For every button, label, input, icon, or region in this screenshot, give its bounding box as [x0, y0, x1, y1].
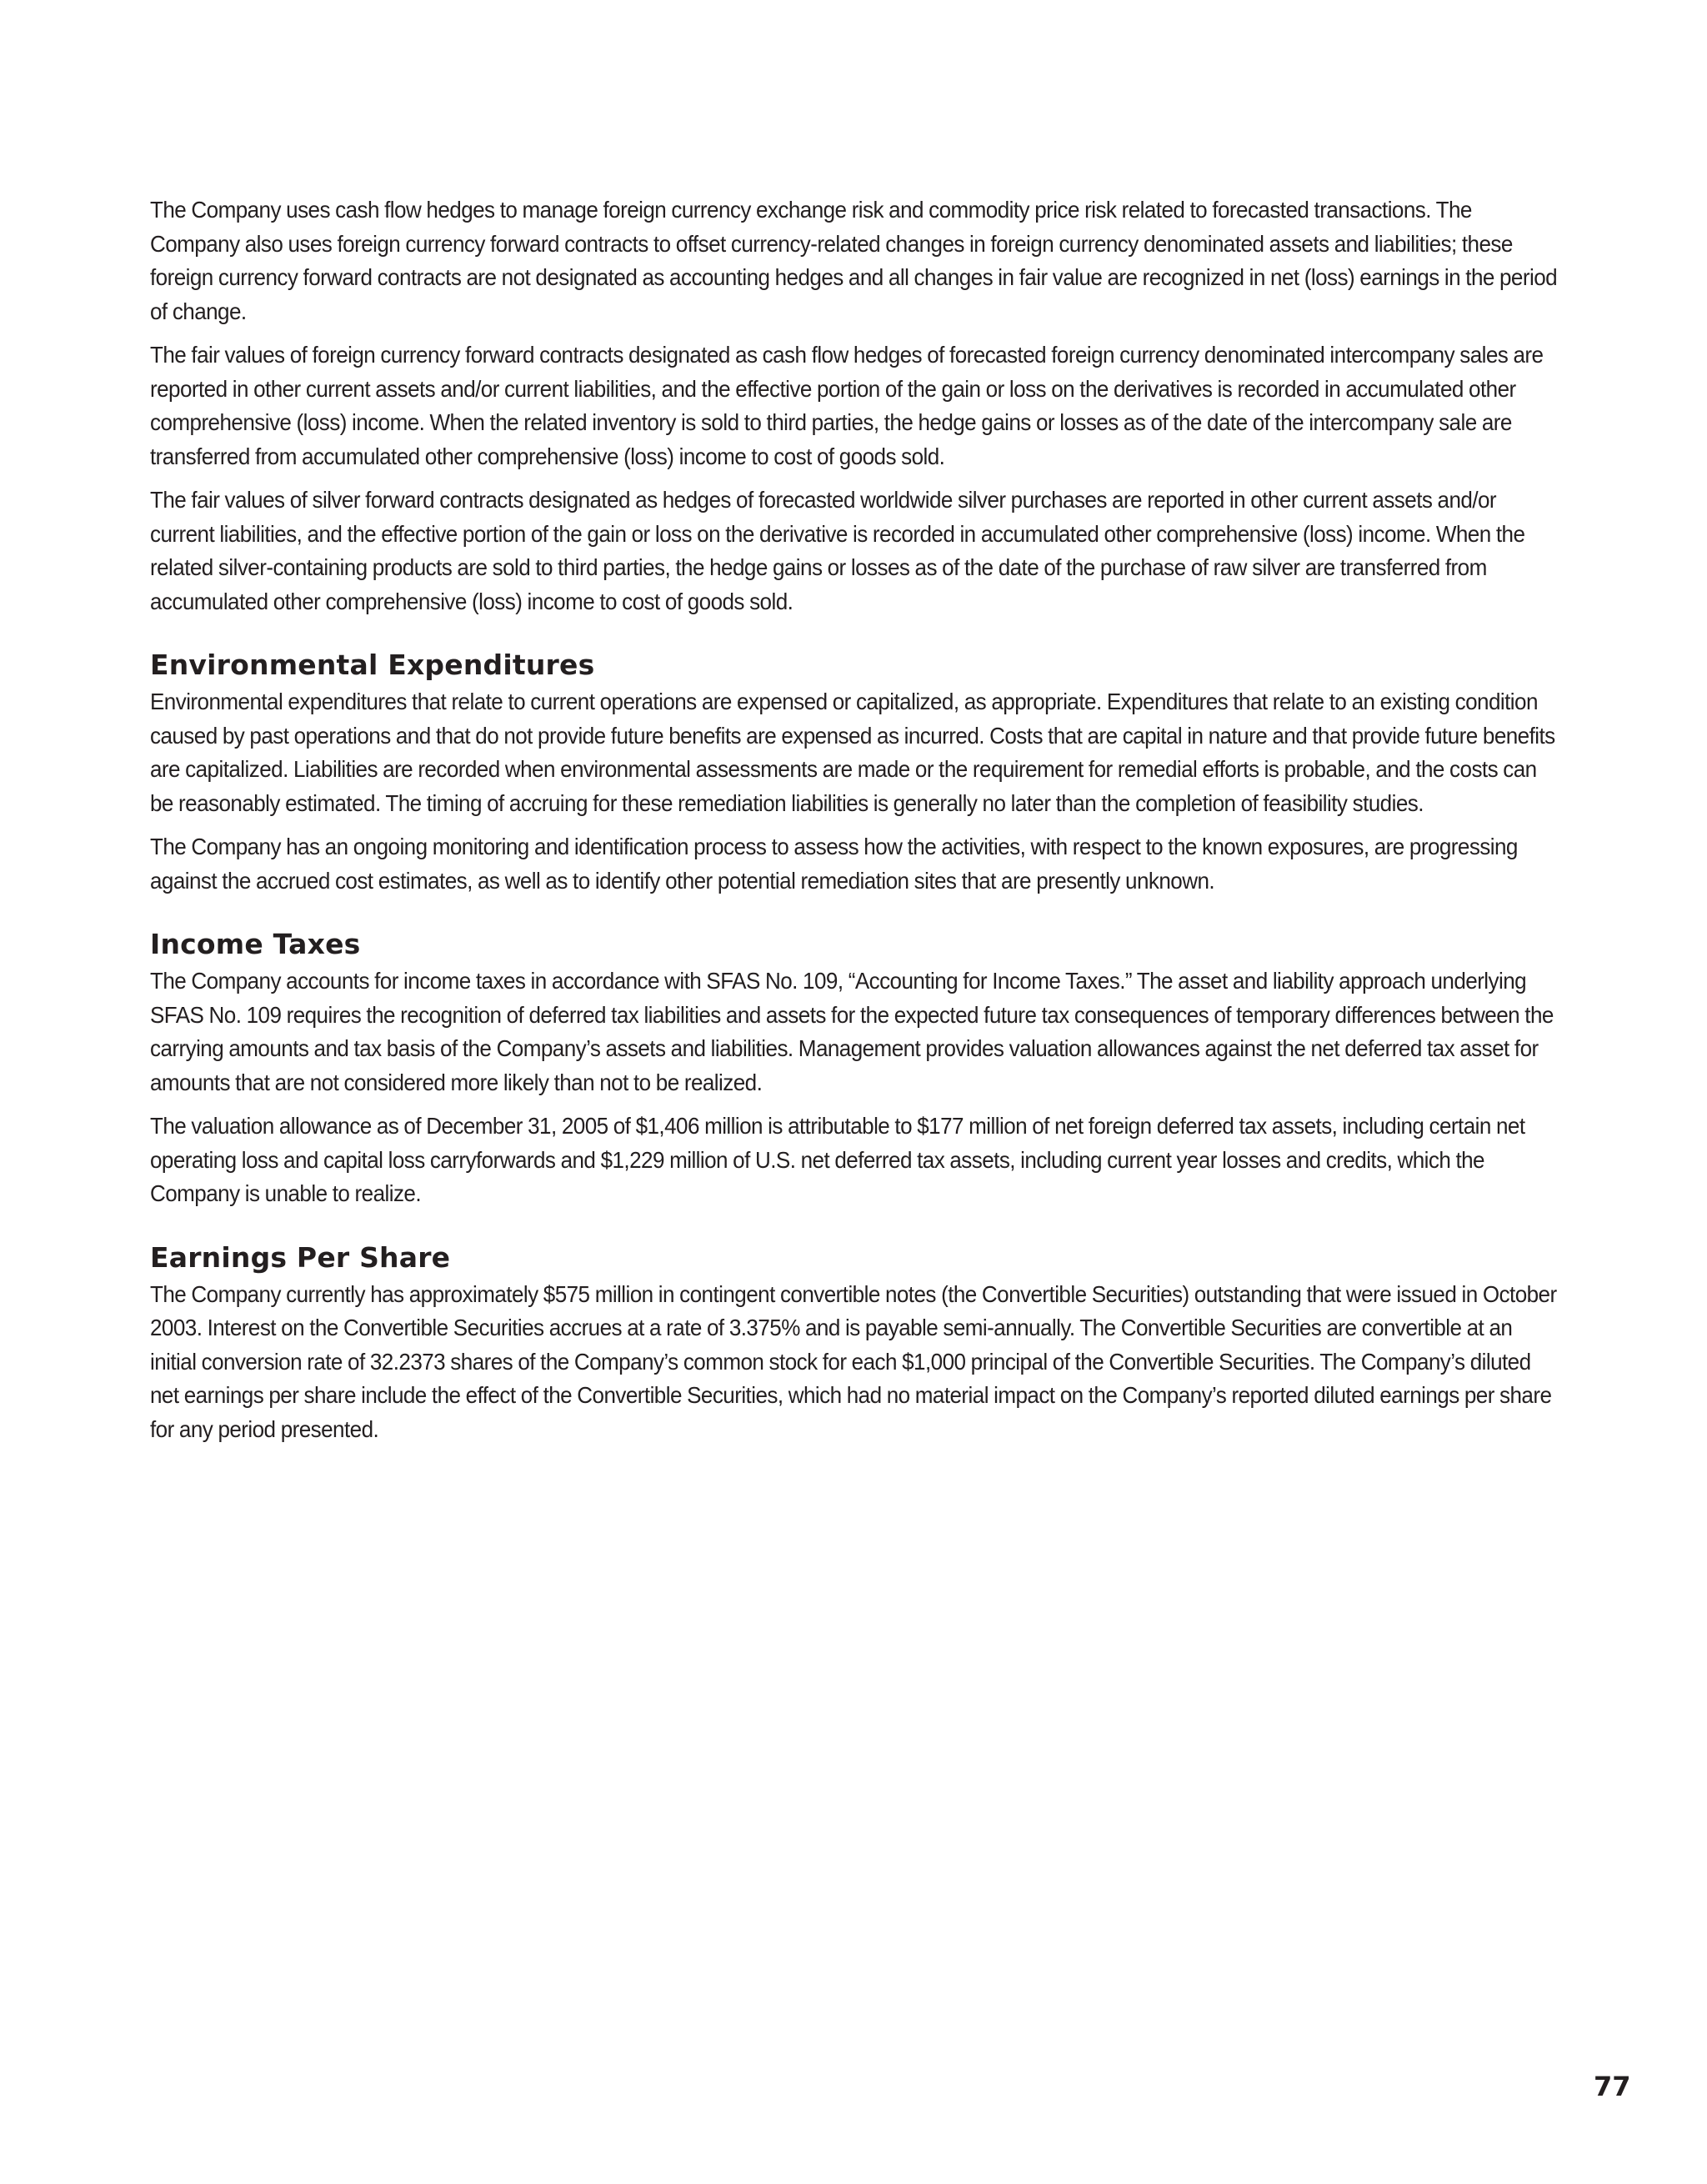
section-paragraph: The Company currently has approximately $575 million in contingent convertible notes (the Convertible Securities) outstanding that were issued in October 2003. Interest on the Convertible Securities accrues at a rate of 3.375% and is payable semi-annually. The Convertible Securities are convertible at an initial conversion rate of 32.2373 shares of the Company’s common stock for each $1,000 principal of the Convertible Securities. The Company’s diluted net earnings per share include the effect of the Convertible Securities, which had no material impact on the Company’s reported diluted earnings per share for any period presented. [150, 1280, 1557, 1442]
page-content [150, 193, 1559, 1456]
intro-paragraph-1: The Company uses cash flow hedges to manage foreign currency exchange risk and commodity price risk related to forecasted transactions. The Company also uses foreign currency forward contracts to offset currency-related changes in foreign currency denominated assets and liabilities; these foreign currency forward contracts are not designated as accounting hedges and all changes in fair value are recognized in net (loss) earnings in the period of change. [150, 197, 1558, 324]
section-paragraph: The Company accounts for income taxes in accordance with SFAS No. 109, “Accounting for Income Taxes.” The asset and liability approach underlying SFAS No. 109 requires the recognition of deferred tax liabilities and assets for the expected future tax consequences of temporary differences between the carrying amounts and tax basis of the Company’s assets and liabilities. Management provides valuation allowances against the net deferred tax asset for amounts that are not considered more likely than not to be realized. [150, 968, 1554, 1095]
page-number: 77 [1594, 2071, 1631, 2102]
section-heading: Income Taxes [150, 928, 361, 960]
intro-paragraph-3: The fair values of silver forward contracts designated as hedges of forecasted worldwide silver purchases are reported in other current assets and/or current liabilities, and the effective portion of the gain or loss on the derivative is recorded in accumulated other comprehensive (loss) income. When the related silver-containing products are sold to third parties, the hedge gains or losses as of the date of the purchase of raw silver are transferred from accumulated other comprehensive (loss) income to cost of goods sold. [150, 487, 1525, 614]
section-earnings-per-share [150, 1240, 1559, 1447]
intro-section [150, 193, 1559, 619]
section-heading: Earnings Per Share [150, 1240, 451, 1274]
section-environmental-expenditures [150, 647, 1559, 898]
section-heading: Environmental Expenditures [150, 649, 595, 681]
section-income-taxes [150, 926, 1559, 1211]
section-paragraph: The Company has an ongoing monitoring and identification process to assess how the activities, with respect to the known exposures, are progressing against the accrued cost estimates, as well as to identify other potential remediation sites that are presently unknown. [150, 834, 1518, 894]
intro-paragraph-2: The fair values of foreign currency forward contracts designated as cash flow hedges of forecasted foreign currency denominated intercompany sales are reported in other current assets and/or current liabilities, and the effective portion of the gain or loss on the derivatives is recorded in accumulated other comprehensive (loss) income. When the related inventory is sold to third parties, the hedge gains or losses as of the date of the intercompany sale are transferred from accumulated other comprehensive (loss) income to cost of goods sold. [150, 342, 1544, 469]
section-paragraph: Environmental expenditures that relate to current operations are expensed or capitalized, as appropriate. Expenditures that relate to an existing condition caused by past operations and that do not provide future benefits are expensed as incurred. Costs that are capital in nature and that provide future benefits are capitalized. Liabilities are recorded when environmental assessments are made or the requirement for remedial efforts is probable, and the costs can be reasonably estimated. The timing of accruing for these remediation liabilities is generally no later than the completion of feasibility studies. [150, 689, 1555, 816]
section-paragraph: The valuation allowance as of December 31, 2005 of $1,406 million is attributable to $177 million of net foreign deferred tax assets, including certain net operating loss and capital loss carryforwards and $1,229 million of U.S. net deferred tax assets, including current year losses and credits, which the Company is unable to realize. [150, 1113, 1525, 1206]
